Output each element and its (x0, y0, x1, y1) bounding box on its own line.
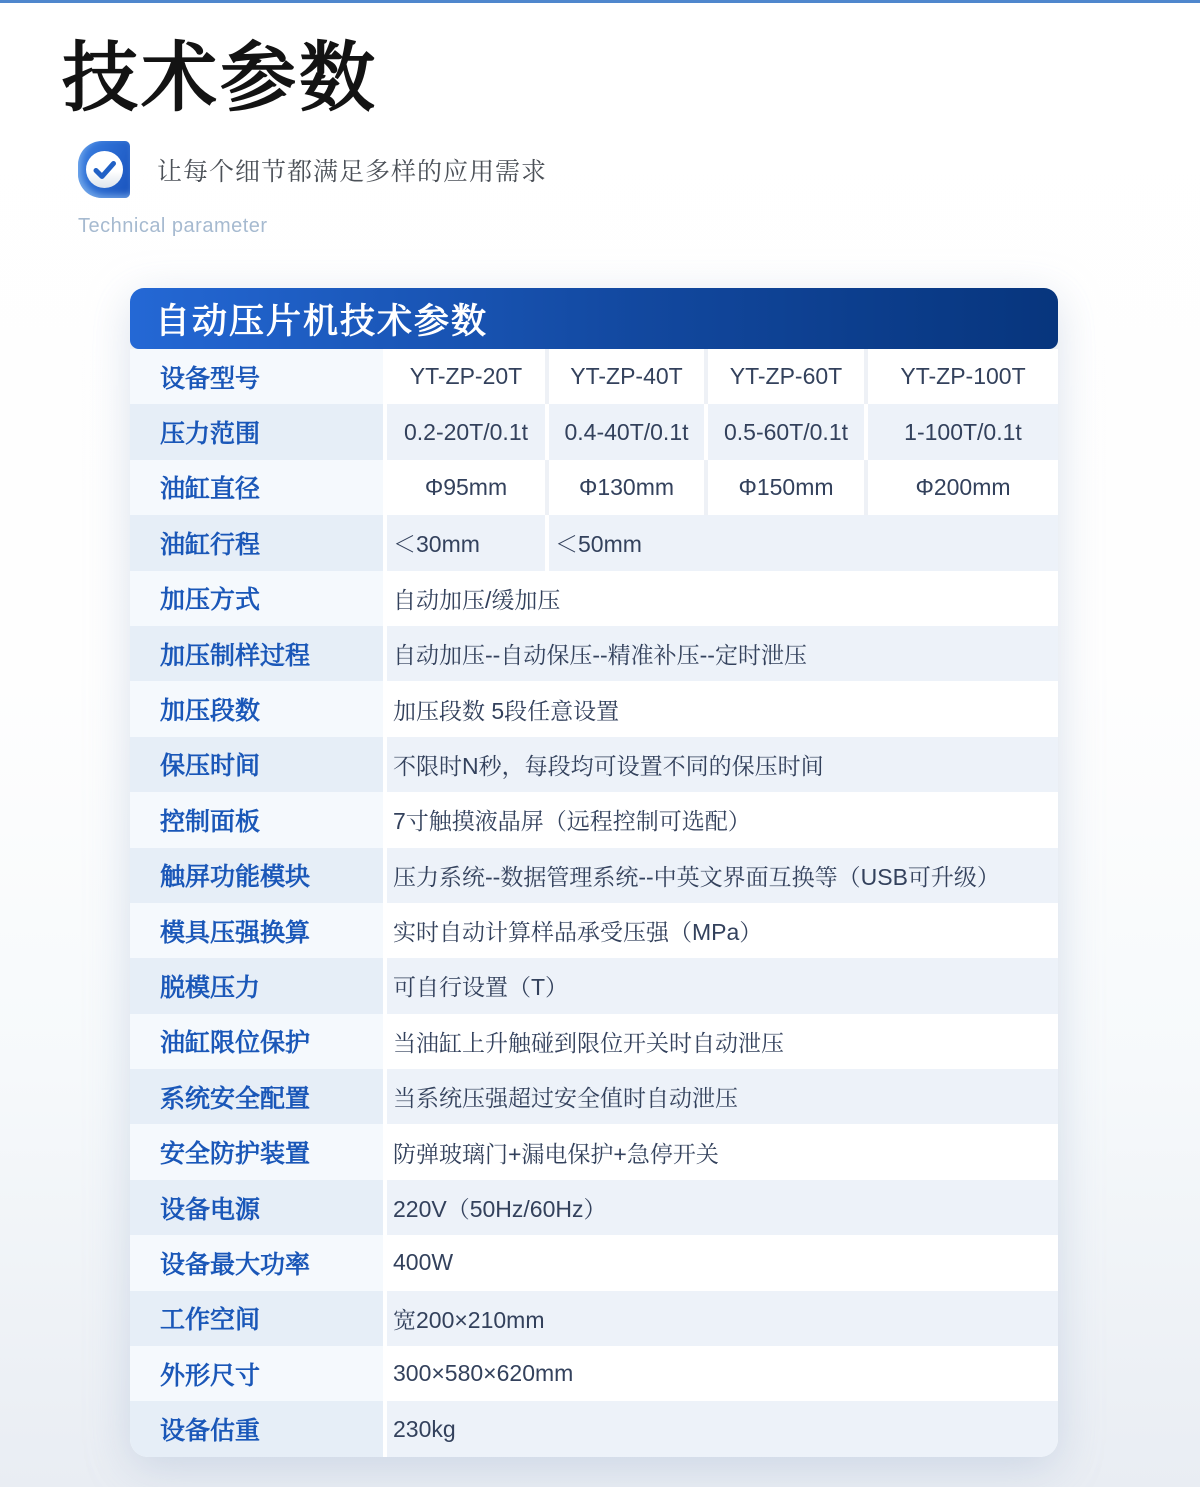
row-value: 自动加压--自动保压--精准补压--定时泄压 (387, 626, 1058, 681)
page-subtitle-en: Technical parameter (78, 215, 268, 237)
row-label: 工作空间 (130, 1291, 383, 1346)
row-value: 宽200×210mm (387, 1291, 1058, 1346)
row-label: 设备最大功率 (130, 1235, 383, 1290)
row-value: 7寸触摸液晶屏（远程控制可选配） (387, 792, 1058, 847)
table-row (130, 515, 1058, 570)
table-row (130, 460, 1058, 515)
table-row (130, 1069, 1058, 1124)
row-value: 可自行设置（T） (387, 958, 1058, 1013)
row-value: 压力系统--数据管理系统--中英文界面互换等（USB可升级） (387, 848, 1058, 903)
row-value: 当系统压强超过安全值时自动泄压 (387, 1069, 1058, 1124)
row-value: 当油缸上升触碰到限位开关时自动泄压 (387, 1014, 1058, 1069)
row-label: 设备估重 (130, 1401, 383, 1456)
row-label: 触屏功能模块 (130, 848, 383, 903)
row-label: 模具压强换算 (130, 903, 383, 958)
row-value: 220V（50Hz/60Hz） (387, 1180, 1058, 1235)
subtitle-row (78, 141, 547, 198)
row-label: 油缸限位保护 (130, 1014, 383, 1069)
row-value: Φ130mm (549, 460, 704, 515)
row-value: 0.2-20T/0.1t (387, 404, 545, 459)
row-value: ＜30mm (387, 515, 545, 570)
row-label: 压力范围 (130, 404, 383, 459)
row-value: ＜50mm (549, 515, 1058, 570)
table-row (130, 737, 1058, 792)
table-title-bar (130, 288, 1058, 349)
table-row (130, 1346, 1058, 1401)
row-label: 加压制样过程 (130, 626, 383, 681)
row-value: 0.4-40T/0.1t (549, 404, 704, 459)
row-value: 实时自动计算样品承受压强（MPa） (387, 903, 1058, 958)
table-row (130, 404, 1058, 459)
row-value: 不限时N秒，每段均可设置不同的保压时间 (387, 737, 1058, 792)
row-label: 系统安全配置 (130, 1069, 383, 1124)
row-label: 脱模压力 (130, 958, 383, 1013)
row-value: Φ200mm (868, 460, 1058, 515)
row-label: 安全防护装置 (130, 1124, 383, 1179)
table-title: 自动压片机技术参数 (155, 301, 489, 341)
table-row (130, 681, 1058, 736)
table-row (130, 626, 1058, 681)
table-row (130, 1401, 1058, 1456)
row-value: Φ150mm (708, 460, 864, 515)
row-label: 加压方式 (130, 571, 383, 626)
top-accent-strip (0, 0, 1200, 3)
row-label: 保压时间 (130, 737, 383, 792)
row-value: 400W (387, 1235, 1058, 1290)
row-value: YT-ZP-20T (387, 349, 545, 404)
row-value: YT-ZP-40T (549, 349, 704, 404)
spec-table (130, 349, 1058, 1457)
row-label: 油缸行程 (130, 515, 383, 570)
row-value: YT-ZP-60T (708, 349, 864, 404)
table-row (130, 848, 1058, 903)
table-row (130, 958, 1058, 1013)
table-row (130, 349, 1058, 404)
row-value: 230kg (387, 1401, 1058, 1456)
row-value: 防弹玻璃门+漏电保护+急停开关 (387, 1124, 1058, 1179)
table-row (130, 1014, 1058, 1069)
table-row (130, 571, 1058, 626)
check-badge-icon (78, 141, 130, 198)
row-value: YT-ZP-100T (868, 349, 1058, 404)
row-value: Φ95mm (387, 460, 545, 515)
row-label: 外形尺寸 (130, 1346, 383, 1401)
row-value: 0.5-60T/0.1t (708, 404, 864, 459)
table-row (130, 903, 1058, 958)
table-row (130, 792, 1058, 847)
row-value: 300×580×620mm (387, 1346, 1058, 1401)
row-label: 加压段数 (130, 681, 383, 736)
row-value: 加压段数 5段任意设置 (387, 681, 1058, 736)
checkmark-icon (86, 151, 123, 188)
table-row (130, 1180, 1058, 1235)
table-row (130, 1291, 1058, 1346)
page-subtitle: 让每个细节都满足多样的应用需求 (157, 157, 548, 186)
row-label: 设备型号 (130, 349, 383, 404)
table-row (130, 1235, 1058, 1290)
row-label: 控制面板 (130, 792, 383, 847)
row-value: 自动加压/缓加压 (387, 571, 1058, 626)
row-label: 设备电源 (130, 1180, 383, 1235)
row-label: 油缸直径 (130, 460, 383, 515)
table-row (130, 1124, 1058, 1179)
row-value: 1-100T/0.1t (868, 404, 1058, 459)
page-title: 技术参数 (62, 37, 378, 121)
spec-table-card (130, 288, 1058, 1457)
